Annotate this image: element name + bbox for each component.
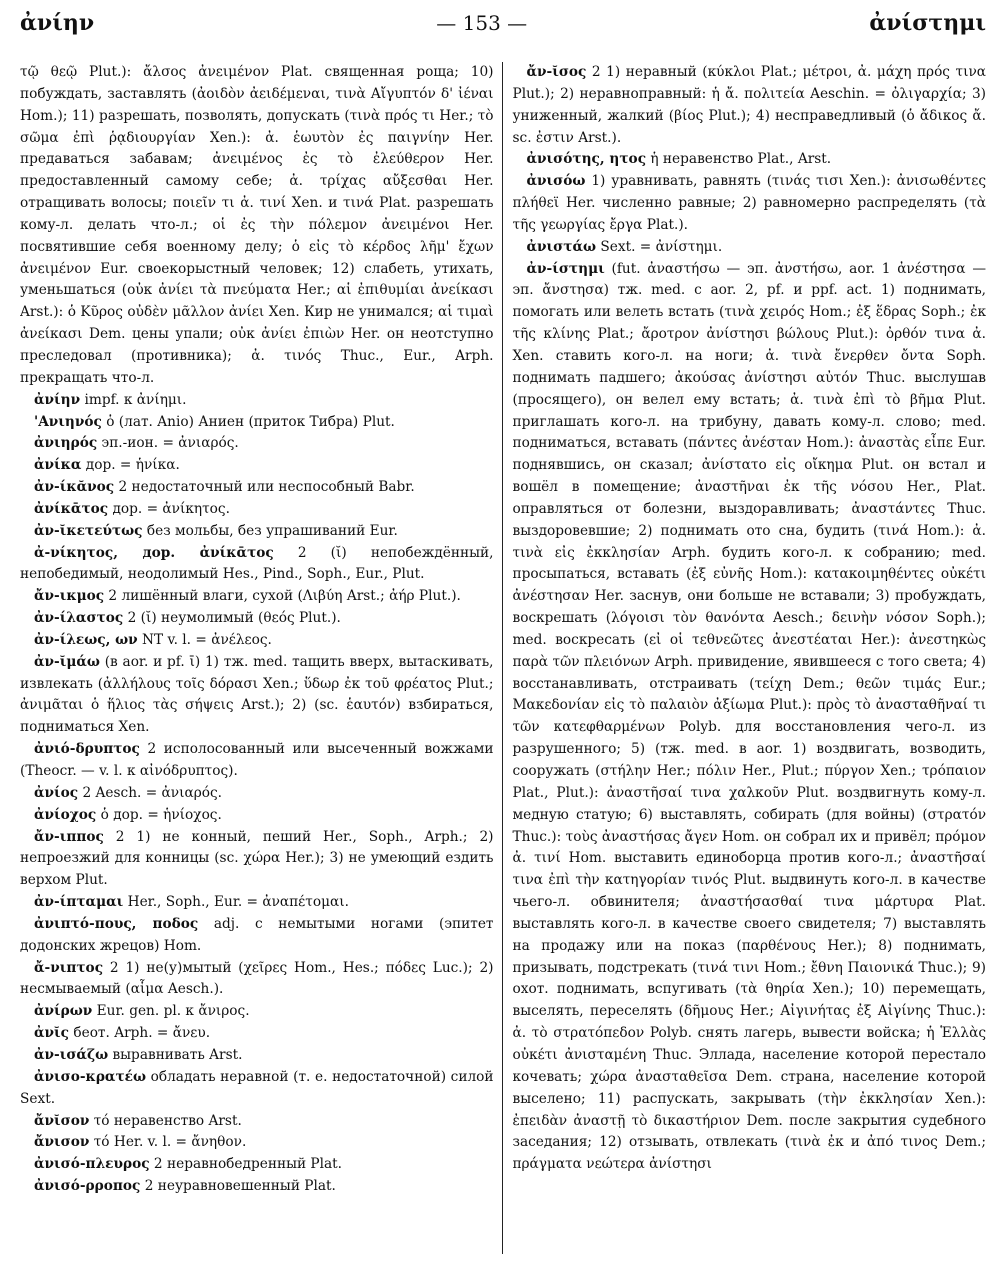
dictionary-entry bbox=[20, 521, 494, 543]
entry-definition: беот. Arph. = ἄνευ. bbox=[69, 1025, 211, 1042]
dictionary-entry bbox=[20, 1176, 494, 1198]
entry-definition: τῷ θεῷ Plut.): ἄλσος ἀνειμένον Plat. священная роща; 10) побуждать, заставлять (ἀοιδὸν ἀειδέμεναι, τινὰ Αἴγυπτόν δ' ἰέναι Hom.); 11) разрешать, позволять, допускать (τινὰ πρός τι Her.; τὸ σῶμα ἐπὶ ῥᾳδιουργίαν Xen.): ἀ. ἑωυτὸν ἐς παιγνίην Her. предаваться забавам; ἀνειμένος ἐς τὸ ἐλεύθερον Her. предоставленный самому себе; ἀ. τρίχας αὔξεσθαι Her. отращивать волосы; ποιεῖν τι ἀ. τινί Xen. и τινά Plat. разрешать кому-л. делать что-л.; οἱ ἐς τὴν πόλεμον ἀνειμένοι Her. посвятившие себя военному делу; ὁ εἰς τὸ κέρδος λῆμ' ἔχων ἀνειμένον Eur. своекорыстный человек; 12) слабеть, утихать, уменьшаться (οὐκ ἀνίει τὰ πνεύματα Her.; αἱ ἐπιθυμίαι ἀνείκασι Arst.): ὁ Κῦρος οὐδὲν μᾶλλον ἀνίει Xen. Кир не унимался; αἱ τιμαὶ ἀνείκασι Dem. цены упали; οὐκ ἀνίει ἐπιὼν Her. он неотступно преследовал (противника); ἀ. τινός Thuc., Eur., Arph. прекращать что-л. bbox=[20, 64, 494, 386]
entry-definition: Sext. = ἀνίστημι. bbox=[596, 238, 723, 255]
dictionary-entry bbox=[20, 412, 494, 434]
entry-headword: ἀνῐς bbox=[34, 1025, 69, 1042]
entry-definition: impf. к ἀνίημι. bbox=[80, 391, 187, 408]
dictionary-entry bbox=[20, 652, 494, 739]
entry-headword: ἀνιηρός bbox=[34, 435, 98, 452]
entry-definition: эп.-ион. = ἀνιαρός. bbox=[97, 435, 239, 452]
dictionary-entry bbox=[20, 827, 494, 893]
entry-headword: ἄνισον bbox=[34, 1134, 90, 1151]
entry-definition: 2 исполосованный или высеченный вожжами (Theocr. — v. l. к αἰνόδρυπτος). bbox=[20, 741, 494, 779]
dictionary-entry bbox=[20, 1154, 494, 1176]
entry-headword: ἀνιπτό-πους, ποδος bbox=[34, 915, 199, 932]
entry-headword: ἀ-νίκητος, дор. ἀνίκᾱτος bbox=[34, 544, 274, 561]
dictionary-entry bbox=[513, 149, 987, 171]
entry-headword: ἀνίκᾱτος bbox=[34, 500, 109, 517]
dictionary-entry bbox=[20, 433, 494, 455]
header-right-word: ἀνίστημι bbox=[869, 10, 986, 36]
entry-definition: Eur. gen. pl. к ἄνιρος. bbox=[92, 1003, 250, 1020]
entry-headword: ἀν-ίλαστος bbox=[34, 610, 124, 627]
right-column bbox=[503, 62, 987, 1254]
dictionary-entry bbox=[20, 914, 494, 958]
entry-definition: 2 1) не конный, пеший Her., Soph., Arph.; 2) непроезжий для конницы (sc. χώρα Her.); 3) не умеющий ездить верхом Plut. bbox=[20, 828, 494, 889]
entry-definition: 2 (ῐ) непобеждённый, непобедимый, неодолимый Hes., Pind., Soph., Eur., Plut. bbox=[20, 544, 494, 583]
entry-headword: ἀνίοχος bbox=[34, 806, 97, 823]
entry-headword: ἀνίος bbox=[34, 784, 79, 801]
entry-headword: ἀνισό-ρροπος bbox=[34, 1178, 141, 1195]
entry-definition: 2 1) не(у)мытый (χεῖρες Hom., Hes.; πόδες Luc.); 2) несмываемый (αἷμα Aesch.). bbox=[20, 959, 494, 998]
header-left-word: ἀνίην bbox=[20, 10, 95, 36]
entry-headword: ἀνίκα bbox=[34, 457, 82, 474]
dictionary-entry bbox=[20, 1001, 494, 1023]
entry-definition: 2 лишённый влаги, сухой (Λιβύη Arst.; ἀήρ Plut.). bbox=[104, 588, 461, 605]
dictionary-entry bbox=[20, 499, 494, 521]
entry-headword: ἀν-ῐκετεύτως bbox=[34, 522, 143, 539]
entry-definition: (в aor. и pf. ῑ) 1) тж. med. тащить вверх, вытаскивать, извлекать (ἀλλήλους τοῖς δόρασι Xen.; ὕδωρ ἐκ τοῦ φρέατος Plut.; ἀνιμᾶται ὁ ἥλιος τὰς σήψεις Arst.); 2) (sc. ἑαυτόν) взбираться, подниматься Xen. bbox=[20, 653, 494, 736]
dictionary-entry bbox=[20, 608, 494, 630]
dictionary-entry bbox=[20, 783, 494, 805]
text-columns bbox=[20, 62, 986, 1254]
entry-headword: ἄν-ῐσος bbox=[526, 64, 587, 80]
entry-headword: ἀν-ίστημι bbox=[526, 260, 605, 277]
entry-headword: ἀν-ίλεως, ων bbox=[34, 631, 138, 648]
entry-definition: дор. = ἡνίκα. bbox=[81, 457, 180, 474]
entry-headword: ἀν-ῐμάω bbox=[34, 653, 100, 670]
entry-definition: τό Her. v. l. = ἄνηθον. bbox=[89, 1134, 247, 1151]
entry-definition: 2 недостаточный или неспособный Babr. bbox=[114, 479, 415, 496]
dictionary-entry bbox=[20, 958, 494, 1002]
entry-headword: ἀνίρων bbox=[34, 1003, 93, 1020]
entry-headword: ἀνισόω bbox=[526, 173, 586, 190]
entry-definition: обладать неравной (т. е. недостаточной) силой Sext. bbox=[20, 1068, 494, 1107]
entry-definition: 2 Aesch. = ἀνιαρός. bbox=[78, 784, 223, 801]
dictionary-entry bbox=[20, 1111, 494, 1133]
entry-headword: ἀνίην bbox=[34, 391, 81, 408]
entry-headword: ἀνισό-πλευρος bbox=[34, 1156, 150, 1173]
dictionary-entry bbox=[20, 1045, 494, 1067]
entry-definition: ὁ (лат. Anio) Аниен (приток Тибра) Plut. bbox=[101, 413, 395, 430]
dictionary-entry bbox=[20, 586, 494, 608]
dictionary-entry bbox=[513, 237, 987, 259]
dictionary-entry bbox=[20, 739, 494, 783]
entry-headword: 'Ανιηνός bbox=[34, 413, 102, 430]
entry-headword: ἀν-ισάζω bbox=[34, 1046, 109, 1063]
entry-definition: τό неравенство Arst. bbox=[89, 1112, 242, 1129]
dictionary-entry bbox=[20, 892, 494, 914]
running-head bbox=[20, 10, 986, 50]
entry-headword: ἀνιό-δρυπτος bbox=[34, 741, 140, 758]
entry-definition: без мольбы, без упрашиваний Eur. bbox=[142, 522, 398, 539]
entry-headword: ἀνιστάω bbox=[526, 238, 597, 255]
dictionary-entry bbox=[20, 805, 494, 827]
dictionary-entry bbox=[20, 455, 494, 477]
entry-headword: ἄ-νιπτος bbox=[34, 959, 104, 976]
dictionary-entry bbox=[20, 543, 494, 587]
entry-definition: 2 неуравновешенный Plat. bbox=[140, 1178, 336, 1195]
entry-definition: 2 1) неравный (κύκλοι Plat.; μέτροι, ἀ. μάχη πρός τινα Plut.); 2) неравноправный: ἡ ἄ. πολιτεία Aeschin. = ὀλιγαρχία; 3) униженный, жалкий (βίος Plut.); 4) несправедливый (ὁ ἄδικος ἄ. sc. ἐστιν Arst.). bbox=[512, 64, 987, 146]
entry-definition: adj. с немытыми ногами (эпитет додонских жрецов) Hom. bbox=[20, 915, 494, 954]
dictionary-entry bbox=[20, 477, 494, 499]
dictionary-entry bbox=[20, 62, 494, 390]
entry-definition: 2 (ῐ) неумолимый (θεός Plut.). bbox=[123, 610, 341, 627]
left-column bbox=[20, 62, 502, 1254]
entry-headword: ἄν-ικμος bbox=[34, 588, 105, 605]
entry-headword: ἀνισο-κρατέω bbox=[34, 1068, 147, 1085]
entry-definition: NT v. l. = ἀνέλεος. bbox=[137, 631, 272, 648]
entry-headword: ἀνισότης, ητος bbox=[526, 151, 647, 168]
entry-definition: дор. = ἀνίκητος. bbox=[108, 500, 230, 517]
dictionary-entry bbox=[513, 62, 987, 149]
entry-headword: ἀν-ίπταμαι bbox=[34, 894, 124, 911]
entry-definition: Her., Soph., Eur. = ἀναπέτομαι. bbox=[123, 894, 349, 911]
dictionary-entry bbox=[20, 390, 494, 412]
dictionary-entry bbox=[20, 1132, 494, 1154]
entry-definition: ἡ неравенство Plat., Arst. bbox=[646, 151, 832, 168]
dictionary-entry bbox=[20, 630, 494, 652]
entry-definition: ὁ дор. = ἡνίοχος. bbox=[96, 806, 222, 823]
entry-definition: выравнивать Arst. bbox=[108, 1046, 243, 1063]
dictionary-entry bbox=[513, 259, 987, 1176]
entry-headword: ἄνῐσον bbox=[34, 1112, 90, 1129]
entry-headword: ἄν-ιππος bbox=[34, 828, 104, 845]
entry-definition: (fut. ἀναστήσω — эп. ἀνστήσω, aor. 1 ἀνέστησα — эп. ἄνστησα) тж. med. с aor. 2, pf. и ppf. act. 1) поднимать, помогать или велеть встать (τινὰ χειρός Hom.; ἐξ ἕδρας Soph.; ἐκ τῆς κλίνης Plat.; ἄροτρον ἀνίστησι βώλους Plut.): ὀρθόν τινα ἀ. Xen. ставить кого-л. на ноги; ἀ. τινὰ ἔνερθεν ὄντα Soph. поднимать падшего; ἀκούσας ἀνίστησι αὐτόν Thuc. выслушав (просящего), он велел ему встать; ἀ. τινὰ ἐπὶ τὸ βῆμα Plut. приглашать кого-л. на трибуну, давать кому-л. слово; med. подниматься, вставать (πάντες ἀνέσταν Hom.): ἀναστὰς εἶπε Eur. поднявшись, он сказал; ἀνίστατο εἰς οἴκημα Plut. он встал и вошёл в помещение; ἀναστῆναι ἐκ τῆς νόσου Her., Plat. оправляться от болезни, выздоравливать; ἀναστάντες Thuc. выздоровевшие; 2) поднимать ото сна, будить (τινά Hom.): ἀ. τινὰ εἰς ἐκκλησίαν Arph. будить кого-л. к собранию; med. просыпаться, вставать (ἐξ εὐνῆς Hom.): κατακοιμηθέντες οὐκέτι ἀνέστησαν Her. заснув, они больше не вставали; 3) пробуждать, воскрешать (λόγοισι τὸν θανόντα Aesch.; δεινὴν νόσον Soph.); med. воскресать (εἰ οἱ τεθνεῶτες ἀνεστέαται Her.): ἀνεστηκὼς παρὰ τῶν πλειόνων Arph. привидение, явившееся с того света; 4) восстанавливать, отстраивать (τείχη Dem.; θεῶν τιμάς Eur.; Μακεδονίαν εἰς τὸ παλαιὸν ἀξίωμα Plut.): πρὸς τὸ ἀνασταθῆναί τι τῶν κατεφθαρμένων Polyb. для восстановления чего-л. из разрушенного; 5) (тж. med. в aor. 1) воздвигать, возводить, сооружать (στήλην Her.; πόλιν Her., Plut.; πύργον Xen.; τρόπαιον Plat., Plut.): ἀναστῆσαί τινα χαλκοῦν Plut. воздвигнуть кому-л. медную статую; 6) выставлять, собирать (для войны) (στρατόν Thuc.): τοὺς ἀναστήσας ἄγεν Hom. он собрал их и привёл; πρόμον ἀ. τινί Hom. выставить единоборца против кого-л.; ἀναστῆσαί τινα ἐπὶ τὴν κατηγορίαν τινός Plut. выдвинуть кого-л. в качестве чьего-л. обвинителя; ἀναστήσασθαί τινα μάρτυρα Plat. выставлять кого-л. в качестве своего свидетеля; 7) выставлять на продажу или на показ (παρθένους Her.); 8) поднимать, призывать, подстрекать (τινά τινι Hom.; ἔθνη Παιονικά Thuc.); 9) охот. поднимать, вспугивать (τὰ θηρία Xen.); 10) перемещать, выселять, переселять (δῆμους Her.; Αἰγινήτας ἐξ Αἰγίνης Thuc.): ἀ. τὸ στρατόπεδον Polyb. снять лагерь, вывести войска; ἡ Ἑλλὰς οὐκέτι ἀνισταμένη Thuc. Эллада, население которой перестало кочевать; χώρα ἀνασταθεῖσα Dem. страна, население которой выселено; 11) распускать, закрывать (τὴν ἐκκλησίαν Xen.): ἐπειδὰν ἀναστῇ τὸ δικαστήριον Dem. после закрытия судебного заседания; 12) отзывать, отвлекать (τινὰ ἐκ и ἀπό τινος Dem.; πράγματα νεώτερα ἀνίστησι bbox=[512, 260, 987, 1173]
entry-definition: 1) уравнивать, равнять (τινάς τισι Xen.): ἀνισωθέντες πλήθεϊ Her. численно равные; 2) равномерно распределять (τὰ τῆς γεωργίας ἔργα Plat.). bbox=[512, 173, 987, 233]
dictionary-entry bbox=[20, 1023, 494, 1045]
page-number: — 153 — bbox=[436, 11, 528, 35]
entry-definition: 2 неравнобедренный Plat. bbox=[149, 1156, 343, 1173]
dictionary-entry bbox=[513, 171, 987, 237]
dictionary-entry bbox=[20, 1067, 494, 1111]
entry-headword: ἀν-ίκᾰνος bbox=[34, 479, 115, 496]
